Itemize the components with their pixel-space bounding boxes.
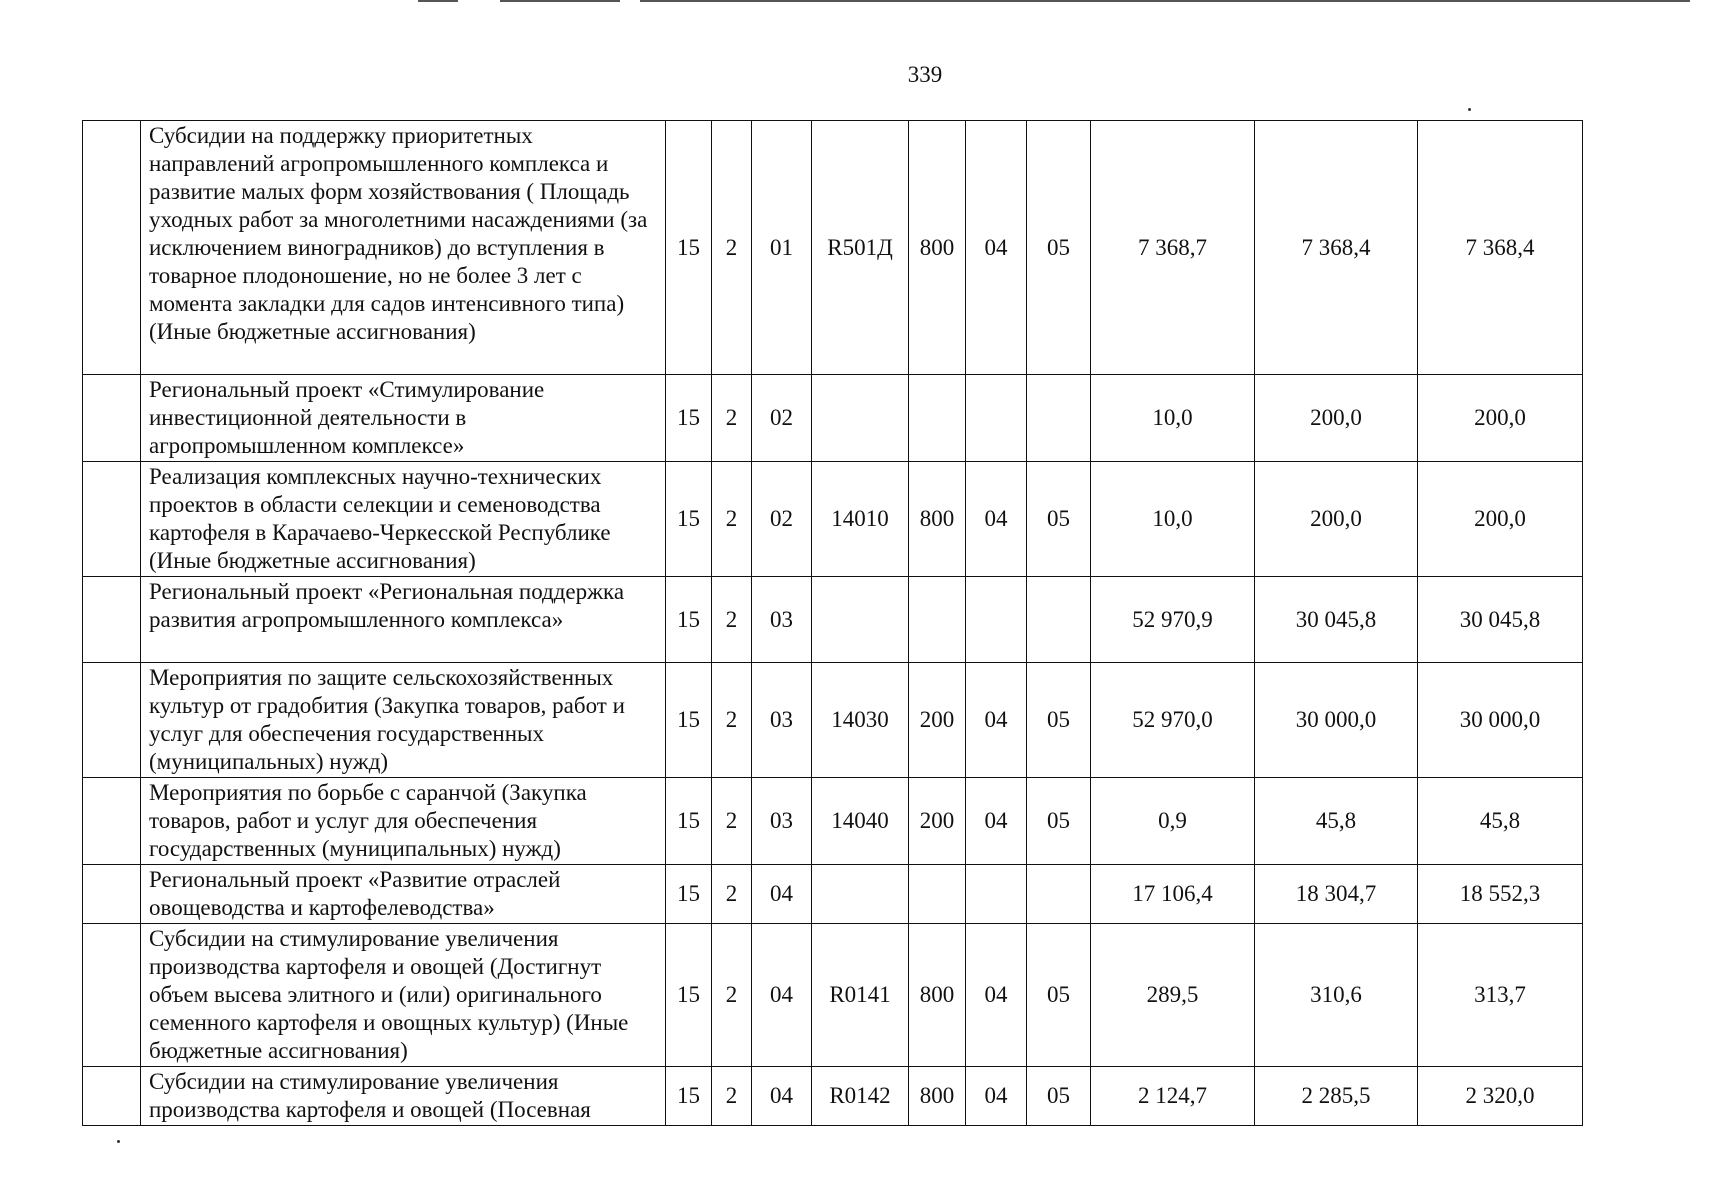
amount-cell: 2 285,5 [1255, 1067, 1418, 1126]
code-cell: R0142 [812, 1067, 909, 1126]
table-row [83, 663, 1583, 778]
code-cell: 800 [909, 121, 966, 375]
amount-cell: 7 368,7 [1091, 121, 1255, 375]
scan-speck [117, 1140, 120, 1143]
amount-cell: 17 106,4 [1091, 865, 1255, 924]
code-cell: 200 [909, 778, 966, 865]
row-description: Региональный проект «Региональная поддержка развития агропромышленного комплекса» [141, 577, 666, 663]
amount-cell: 10,0 [1091, 375, 1255, 462]
code-cell: 14040 [812, 778, 909, 865]
row-description: Региональный проект «Развитие отраслей овощеводства и картофелеводства» [141, 865, 666, 924]
row-description: Реализация комплексных научно-технических проектов в области селекции и семеноводства картофеля в Карачаево-Черкесской Республике (Иные бюджетные ассигнования) [141, 462, 666, 577]
code-cell: 05 [1027, 924, 1091, 1067]
code-cell: 04 [966, 778, 1027, 865]
row-index-cell [83, 663, 141, 778]
amount-cell: 2 124,7 [1091, 1067, 1255, 1126]
code-cell: 2 [712, 865, 752, 924]
budget-table [82, 120, 1583, 1126]
code-cell: 14030 [812, 663, 909, 778]
code-cell: 05 [1027, 1067, 1091, 1126]
code-cell: 05 [1027, 778, 1091, 865]
code-cell: 15 [666, 462, 712, 577]
table-row [83, 865, 1583, 924]
code-cell: 800 [909, 462, 966, 577]
code-cell: 04 [752, 924, 812, 1067]
row-description: Региональный проект «Стимулирование инвестиционной деятельности в агропромышленном комплексе» [141, 375, 666, 462]
code-cell: 15 [666, 865, 712, 924]
code-cell [966, 375, 1027, 462]
row-description: Мероприятия по защите сельскохозяйственных культур от градобития (Закупка товаров, работ и услуг для обеспечения государственных (муниципальных) нужд) [141, 663, 666, 778]
row-index-cell [83, 375, 141, 462]
amount-cell: 289,5 [1091, 924, 1255, 1067]
code-cell: 04 [966, 1067, 1027, 1126]
amount-cell: 310,6 [1255, 924, 1418, 1067]
amount-cell: 45,8 [1255, 778, 1418, 865]
code-cell [812, 577, 909, 663]
amount-cell: 2 320,0 [1418, 1067, 1583, 1126]
scan-speck [1468, 108, 1471, 111]
amount-cell: 30 045,8 [1255, 577, 1418, 663]
code-cell: 800 [909, 1067, 966, 1126]
table-row [83, 375, 1583, 462]
amount-cell: 7 368,4 [1418, 121, 1583, 375]
code-cell: 05 [1027, 121, 1091, 375]
code-cell: 800 [909, 924, 966, 1067]
amount-cell: 52 970,0 [1091, 663, 1255, 778]
row-description: Субсидии на стимулирование увеличения производства картофеля и овощей (Достигнут объем высева элитного и (или) оригинального семенного картофеля и овощных культур) (Иные бюджетные ассигнования) [141, 924, 666, 1067]
code-cell: 02 [752, 375, 812, 462]
code-cell: 04 [966, 663, 1027, 778]
code-cell: 2 [712, 375, 752, 462]
amount-cell: 52 970,9 [1091, 577, 1255, 663]
amount-cell: 200,0 [1255, 375, 1418, 462]
row-description: Субсидии на стимулирование увеличения производства картофеля и овощей (Посевная [141, 1067, 666, 1126]
code-cell: R0141 [812, 924, 909, 1067]
top-scan-rule-right [640, 0, 1690, 2]
code-cell: 04 [752, 865, 812, 924]
table-row [83, 462, 1583, 577]
code-cell: 03 [752, 663, 812, 778]
table-row [83, 778, 1583, 865]
code-cell: 2 [712, 924, 752, 1067]
code-cell: 2 [712, 462, 752, 577]
code-cell: 03 [752, 778, 812, 865]
code-cell: 15 [666, 778, 712, 865]
row-index-cell [83, 924, 141, 1067]
table-row [83, 1067, 1583, 1126]
code-cell: 04 [966, 924, 1027, 1067]
amount-cell: 200,0 [1255, 462, 1418, 577]
table-row [83, 577, 1583, 663]
amount-cell: 7 368,4 [1255, 121, 1418, 375]
code-cell: 15 [666, 375, 712, 462]
code-cell [812, 375, 909, 462]
code-cell: 200 [909, 663, 966, 778]
amount-cell: 200,0 [1418, 375, 1583, 462]
row-description: Мероприятия по борьбе с саранчой (Закупка товаров, работ и услуг для обеспечения государственных (муниципальных) нужд) [141, 778, 666, 865]
code-cell: 15 [666, 1067, 712, 1126]
row-description: Субсидии на поддержку приоритетных направлений агропромышленного комплекса и развитие малых форм хозяйствования ( Площадь уходных работ за многолетними насаждениями (за исключением виноградников) до вступления в товарное плодоношение, но не более 3 лет с момента закладки для садов интенсивного типа) (Иные бюджетные ассигнования) [141, 121, 666, 375]
row-index-cell [83, 865, 141, 924]
top-scan-rule-left [418, 0, 458, 2]
code-cell: 05 [1027, 462, 1091, 577]
amount-cell: 18 304,7 [1255, 865, 1418, 924]
code-cell [1027, 577, 1091, 663]
code-cell [1027, 865, 1091, 924]
code-cell: 04 [966, 462, 1027, 577]
table-row [83, 121, 1583, 375]
amount-cell: 313,7 [1418, 924, 1583, 1067]
code-cell: 14010 [812, 462, 909, 577]
table-row [83, 924, 1583, 1067]
row-index-cell [83, 577, 141, 663]
amount-cell: 30 000,0 [1255, 663, 1418, 778]
code-cell: 04 [966, 121, 1027, 375]
code-cell [909, 577, 966, 663]
amount-cell: 45,8 [1418, 778, 1583, 865]
code-cell [909, 865, 966, 924]
amount-cell: 200,0 [1418, 462, 1583, 577]
amount-cell: 30 000,0 [1418, 663, 1583, 778]
code-cell [966, 865, 1027, 924]
code-cell [812, 865, 909, 924]
code-cell: 2 [712, 1067, 752, 1126]
code-cell: 03 [752, 577, 812, 663]
code-cell: 01 [752, 121, 812, 375]
code-cell: 2 [712, 577, 752, 663]
top-scan-rule-middle [500, 0, 620, 2]
code-cell: R501Д [812, 121, 909, 375]
amount-cell: 10,0 [1091, 462, 1255, 577]
code-cell: 15 [666, 924, 712, 1067]
code-cell: 04 [752, 1067, 812, 1126]
amount-cell: 18 552,3 [1418, 865, 1583, 924]
code-cell: 02 [752, 462, 812, 577]
amount-cell: 30 045,8 [1418, 577, 1583, 663]
row-index-cell [83, 121, 141, 375]
code-cell [1027, 375, 1091, 462]
code-cell: 15 [666, 577, 712, 663]
code-cell [966, 577, 1027, 663]
code-cell: 2 [712, 121, 752, 375]
code-cell: 2 [712, 778, 752, 865]
code-cell: 15 [666, 121, 712, 375]
code-cell: 2 [712, 663, 752, 778]
page-number: 339 [907, 62, 943, 87]
row-index-cell [83, 462, 141, 577]
code-cell: 15 [666, 663, 712, 778]
code-cell [909, 375, 966, 462]
amount-cell: 0,9 [1091, 778, 1255, 865]
code-cell: 05 [1027, 663, 1091, 778]
row-index-cell [83, 1067, 141, 1126]
row-index-cell [83, 778, 141, 865]
